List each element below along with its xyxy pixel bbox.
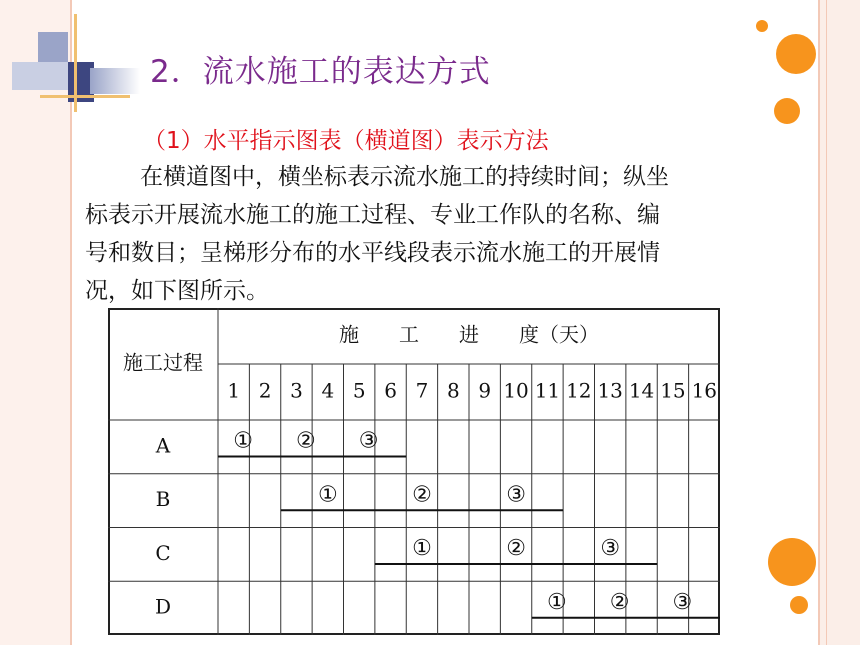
day-tick-label: 6	[384, 378, 397, 403]
body-paragraph	[85, 158, 810, 310]
paragraph-line: 在横道图中，横坐标表示流水施工的持续时间；纵坐	[140, 164, 669, 190]
day-tick-label: 12	[566, 378, 592, 403]
task-segment-label: ③	[358, 428, 379, 454]
decor-block-light	[12, 62, 68, 90]
paragraph-line: 标表示开展流水施工的施工过程、专业工作队的名称、编	[85, 202, 660, 228]
decor-circle-bottom-small	[790, 596, 808, 614]
day-tick-label: 11	[534, 378, 561, 403]
day-tick-label: 8	[446, 378, 460, 403]
process-label: B	[155, 487, 171, 512]
decor-circle-bottom	[768, 538, 816, 586]
task-segment-label: ①	[412, 536, 432, 561]
task-segment-label: ①	[317, 482, 338, 508]
process-label: D	[154, 594, 172, 619]
day-tick-label: 14	[628, 378, 655, 403]
section-subtitle: （1）水平指示图表（横道图）表示方法	[143, 128, 549, 154]
day-tick-label: 7	[415, 378, 429, 403]
task-segment-label: ①	[546, 589, 567, 615]
slide-title: 2．流水施工的表达方式	[150, 54, 491, 90]
gantt-chart	[108, 308, 720, 639]
decor-line-horizontal	[40, 95, 130, 98]
paragraph-line: 号和数目；呈梯形分布的水平线段表示流水施工的开展情	[85, 240, 660, 266]
row-header-label: 施工过程	[123, 350, 203, 375]
decor-block-gray	[38, 32, 68, 62]
decor-circle-large	[776, 34, 816, 74]
day-tick-label: 10	[503, 378, 529, 403]
task-segment-label: ②	[609, 589, 630, 615]
decor-circle-small	[756, 20, 768, 32]
decor-circle-medium	[774, 98, 800, 124]
task-segment-label: ②	[412, 482, 432, 508]
day-tick-label: 1	[227, 378, 241, 403]
column-header-label: 施 工 进 度（天）	[339, 322, 599, 347]
paragraph-line: 况，如下图所示。	[85, 278, 269, 304]
right-border-line-thin	[826, 0, 827, 645]
task-segment-label: ②	[295, 428, 316, 454]
day-tick-label: 16	[691, 378, 718, 403]
task-segment-label: ①	[233, 428, 253, 454]
task-segment-label: ③	[672, 589, 693, 615]
process-label: C	[155, 540, 171, 565]
day-tick-label: 3	[290, 378, 303, 403]
day-tick-label: 4	[321, 378, 335, 403]
process-label: A	[155, 433, 171, 458]
right-border-line	[818, 0, 820, 645]
task-segment-label: ③	[506, 482, 526, 508]
task-segment-label: ②	[506, 536, 526, 561]
day-tick-label: 2	[258, 378, 272, 403]
day-tick-label: 13	[597, 378, 623, 403]
task-segment-label: ③	[600, 536, 621, 561]
gantt-chart-svg	[108, 308, 720, 635]
day-tick-label: 5	[352, 378, 366, 403]
decor-gradient-bar	[90, 68, 140, 94]
day-tick-label: 15	[660, 378, 686, 403]
day-tick-label: 9	[478, 378, 492, 403]
